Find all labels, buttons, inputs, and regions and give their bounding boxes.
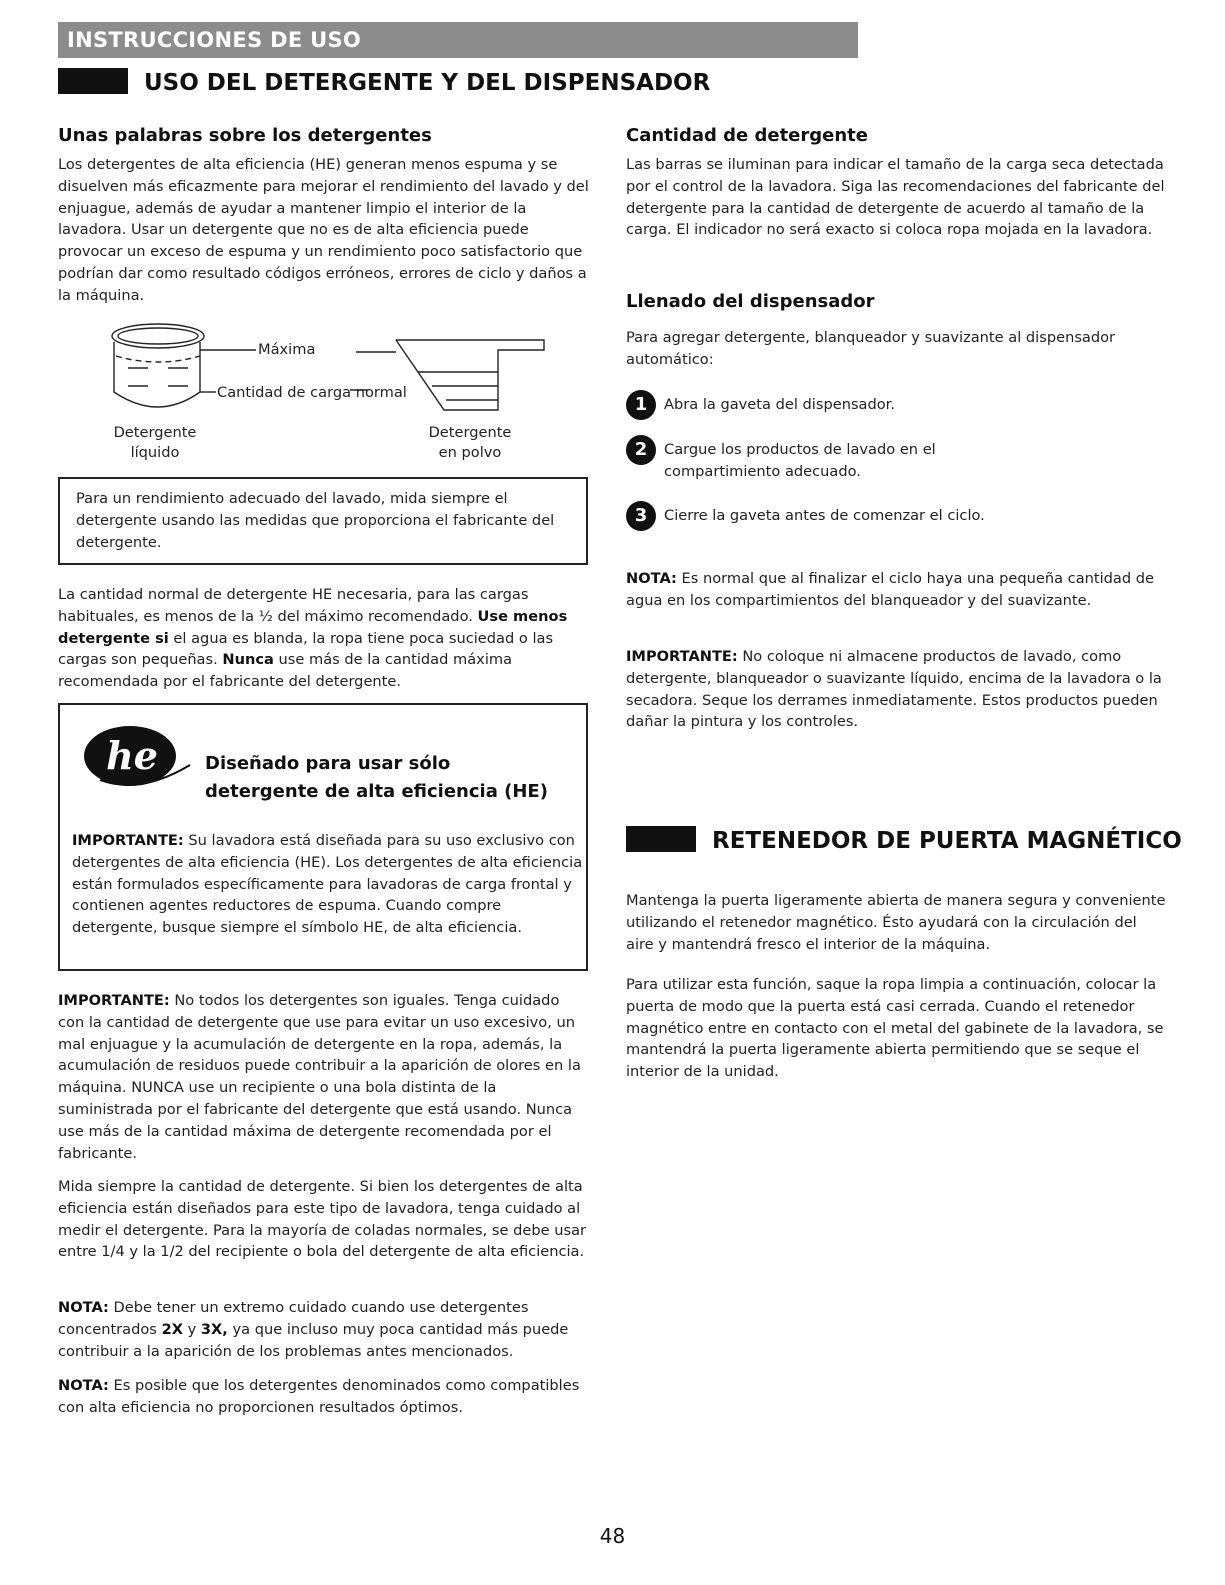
door-section-title-text: RETENEDOR DE PUERTA MAGNÉTICO: [712, 828, 1182, 854]
section-banner: INSTRUCCIONES DE USO: [58, 22, 858, 58]
words-paragraph: Los detergentes de alta eficiencia (HE) generan menos espuma y se disuelven más eficazmente para mejorar el rendimiento del lavado y del enjuague, además de ayudar a mantener limpio el interior de la lavadora. Usar un detergente que no es de alta eficiencia puede provocar un exceso de espuma y un rendimiento poco satisfactorio que podrían dar como resultado códigos erróneos, errores de ciclo y daños a la máquina.: [58, 156, 589, 304]
liquid-detergent-caption: [90, 423, 220, 463]
step-number-badge: 2: [626, 435, 656, 465]
step-text: Cierre la gaveta antes de comenzar el ciclo.: [664, 507, 985, 524]
he-box-title: [205, 750, 548, 806]
section-title-text: USO DEL DETERGENTE Y DEL DISPENSADOR: [144, 70, 711, 96]
words-heading: Unas palabras sobre los detergentes: [58, 125, 432, 146]
liquid-caption-line-1: Detergente: [113, 424, 197, 441]
normal-level-label: Cantidad de carga normal: [217, 384, 407, 401]
measure-paragraph: Mida siempre la cantidad de detergente. Si bien los detergentes de alta eficiencia están diseñados para este tipo de lavadora, tenga cuidado al medir el detergente. Para la mayoría de coladas normales, se debe usar entre 1/4 y la 1/2 del recipiente o bola del detergente de alta eficiencia.: [58, 1178, 587, 1261]
water-note: NOTA: Es normal que al finalizar el ciclo haya una pequeña cantidad de agua en los compartimientos del blanqueador y del suavizante.: [626, 570, 1155, 609]
step-number-badge: 3: [626, 501, 656, 531]
he-notice-box: [58, 703, 588, 971]
concentrated-note: NOTA: Debe tener un extremo cuidado cuando use detergentes concentrados 2X y 3X, ya que incluso muy poca cantidad más puede contribuir a la aparición de los problemas antes mencionados.: [58, 1299, 569, 1360]
storage-important-paragraph: IMPORTANTE: No coloque ni almacene productos de lavado, como detergente, blanqueador o suavizante líquido, encima de la lavadora o la secadora. Seque los derrames inmediatamente. Estos productos pueden dañar la pintura y los controles.: [626, 648, 1162, 731]
liquid-caption-line-2: líquido: [130, 444, 180, 461]
powder-detergent-caption: [405, 423, 535, 463]
title-block-marker: [58, 68, 128, 94]
normal-amount-paragraph: La cantidad normal de detergente HE necesaria, para las cargas habituales, es menos de la ½ del máximo recomendado. Use menos detergente si el agua es blanda, la ropa tiene poca suciedad o las cargas son pequeñas. Nunca use más de la cantidad máxima recomendada por el fabricante del detergente.: [58, 586, 568, 691]
amount-paragraph: Las barras se iluminan para indicar el tamaño de la carga seca detectada por el control de la lavadora. Siga las recomendaciones del fabricante del detergente para la cantidad de detergente de acuerdo al tamaño de la carga. El indicador no será exacto si coloca ropa mojada en la lavadora.: [626, 156, 1165, 239]
he-title-line-2: detergente de alta eficiencia (HE): [205, 781, 548, 802]
section-title: [58, 68, 710, 96]
door-paragraph-2: Para utilizar esta función, saque la ropa limpia a continuación, colocar la puerta de modo que la puerta está casi cerrada. Cuando el retenedor magnético entre en contacto con el metal del gabinete de la lavadora, se mantendrá la puerta ligeramente abierta permitiendo que se seque el interior de la unidad.: [626, 976, 1164, 1081]
svg-text:he: he: [106, 733, 158, 778]
door-paragraph-1: Mantenga la puerta ligeramente abierta de manera segura y conveniente utilizando el retenedor magnético. Ésto ayudará con la circulación del aire y mantendrá fresco el interior de la máquina.: [626, 892, 1166, 953]
title-block-marker: [626, 826, 696, 852]
max-level-label: Máxima: [258, 341, 316, 358]
fill-heading: Llenado del dispensador: [626, 291, 875, 312]
powder-caption-line-2: en polvo: [438, 444, 502, 461]
step-1: [626, 390, 1166, 416]
he-box-text: IMPORTANTE: Su lavadora está diseñada para su uso exclusivo con detergentes de alta eficiencia (HE). Los detergentes de alta eficiencia están formulados específicamente para lavadoras de carga frontal y contienen agentes reductores de espuma. Cuando compre detergente, busque siempre el símbolo HE, de alta eficiencia.: [72, 832, 583, 937]
page-number: 48: [599, 1524, 626, 1548]
fill-intro: Para agregar detergente, blanqueador y suavizante al dispensador automático:: [626, 329, 1116, 368]
door-section-title: [626, 826, 1182, 854]
step-3: [626, 501, 1166, 527]
important-paragraph: IMPORTANTE: No todos los detergentes son iguales. Tenga cuidado con la cantidad de detergente que use para evitar un uso excesivo, un mal enjuague y la acumulación de detergente en la ropa, además, la acumulación de residuos puede contribuir a la aparición de olores en la máquina. NUNCA use un recipiente o una bola distinta de la suministrada por el fabricante del detergente que está usando. Nunca use más de la cantidad máxima de detergente recomendada por el fabricante.: [58, 992, 581, 1162]
step-text: Cargue los productos de lavado en el compartimiento adecuado.: [664, 441, 936, 480]
step-number-badge: 1: [626, 390, 656, 420]
compatible-note: NOTA: Es posible que los detergentes denominados como compatibles con alta eficiencia no proporcionen resultados óptimos.: [58, 1377, 580, 1416]
step-2: [626, 435, 1166, 483]
measure-notice-text: Para un rendimiento adecuado del lavado, mida siempre el detergente usando las medidas que proporciona el fabricante del detergente.: [76, 490, 555, 551]
measure-notice-box: [58, 477, 588, 565]
he-logo-icon: [80, 725, 192, 787]
amount-heading: Cantidad de detergente: [626, 125, 868, 146]
he-title-line-1: Diseñado para usar sólo: [205, 753, 451, 774]
powder-caption-line-1: Detergente: [428, 424, 512, 441]
step-text: Abra la gaveta del dispensador.: [664, 396, 895, 413]
